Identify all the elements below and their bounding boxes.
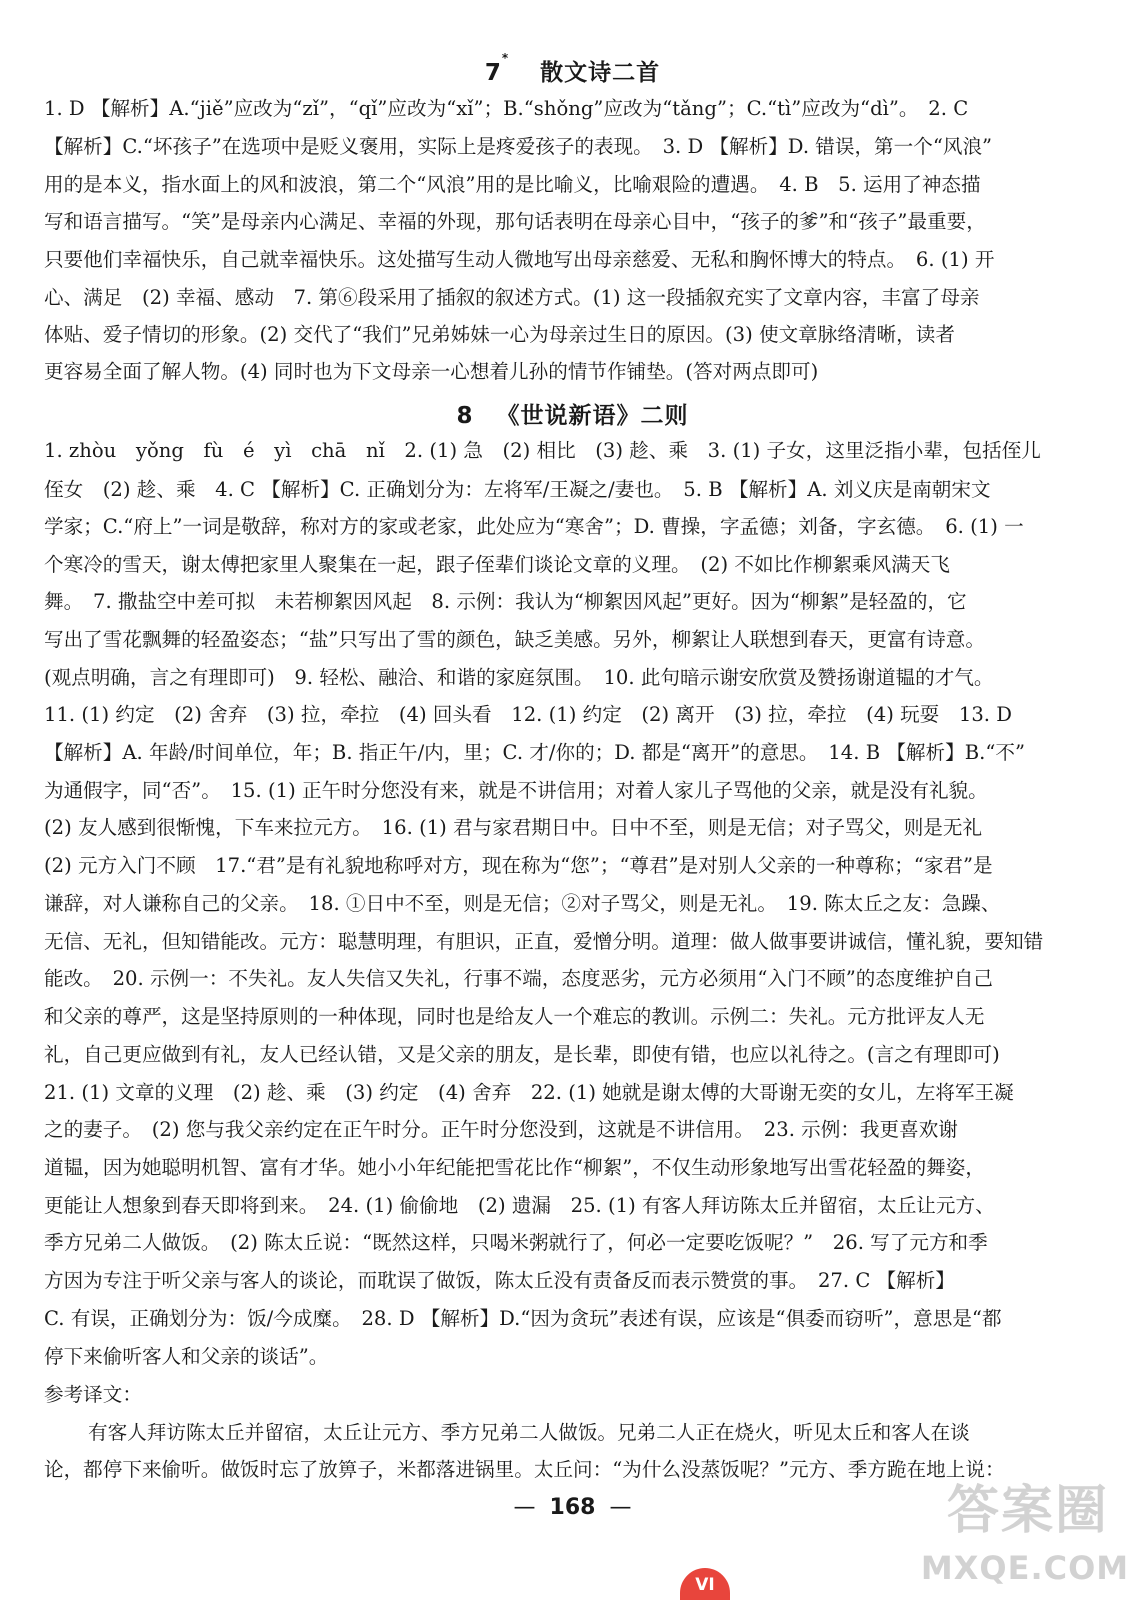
text-line: 【解析】A. 年龄/时间单位，年；B. 指正午/内，里；C. 才/你的；D. 都是“离开”的意思。 14. B 【解析】B.“不”	[44, 741, 1025, 764]
text-line: (2) 元方入门不顾 17.“君”是有礼貌地称呼对方，现在称为“您”；“尊君”是对别人父亲的一种尊称；“家君”是	[44, 854, 993, 877]
text-line: 论，都停下来偷听。做饭时忘了放箅子，米都落进锅里。太丘问：“为什么没蒸饭呢？”元方、季方跪在地上说：	[44, 1458, 1005, 1481]
text-line: 【解析】C.“坏孩子”在选项中是贬义褒用，实际上是疼爱孩子的表现。 3. D 【解析】D. 错误，第一个“风浪”	[44, 135, 993, 158]
text-line: (观点明确，言之有理即可) 9. 轻松、融洽、和谐的家庭氛围。 10. 此句暗示谢安欣赏及赞扬谢道韫的才气。	[44, 666, 994, 689]
text-line: 只要他们幸福快乐，自己就幸福快乐。这处描写生动人微地写出母亲慈爱、无私和胸怀博大的特点。 6. (1) 开	[44, 248, 995, 271]
text-line: 侄女 (2) 趁、乘 4. C 【解析】C. 正确划分为：左将军/王凝之/妻也。 5. B 【解析】A. 刘义庆是南朝宋文	[44, 478, 991, 501]
text-line: 季方兄弟二人做饭。 (2) 陈太丘说：“既然这样，只喝米粥就行了，何必一定要吃饭呢？” 26. 写了元方和季	[44, 1231, 988, 1254]
text-line: 1. D 【解析】A.“jiě”应改为“zǐ”，“qǐ”应改为“xǐ”；B.“shǒng”应改为“tǎng”；C.“tì”应改为“dì”。 2. C	[44, 97, 969, 120]
section-title: 散文诗二首	[540, 60, 661, 86]
watermark-main: 答案圈	[946, 1481, 1109, 1541]
text-line: 礼，自己更应做到有礼，友人已经认错，又是父亲的朋友，是长辈，即使有错，也应以礼待之。(言之有理即可)	[44, 1043, 1000, 1066]
section-number: 8	[456, 403, 474, 429]
text-line: 舞。 7. 撒盐空中差可拟 未若柳絮因风起 8. 示例：我认为“柳絮因风起”更好。因为“柳絮”是轻盈的，它	[44, 590, 967, 613]
section-title: 《世说新语》二则	[496, 403, 689, 429]
text-line: 道韫，因为她聪明机智、富有才华。她小小年纪能把雪花比作“柳絮”，不仅生动形象地写出雪花轻盈的舞姿，	[44, 1156, 985, 1179]
text-line: 用的是本义，指水面上的风和波浪，第二个“风浪”用的是比喻义，比喻艰险的遭遇。 4. B 5. 运用了神态描	[44, 173, 981, 196]
reference-translation-label: 参考译文：	[44, 1383, 142, 1406]
section-number: 7	[484, 60, 502, 86]
page-number-dash: —	[513, 1495, 536, 1520]
logo-text: VI	[695, 1575, 715, 1595]
text-line: 写出了雪花飘舞的轻盈姿态；“盐”只写出了雪的颜色，缺乏美感。另外，柳絮让人联想到春天，更富有诗意。	[44, 628, 985, 651]
text-line: C. 有误，正确划分为：饭/今成糜。 28. D 【解析】D.“因为贪玩”表述有误，应该是“俱委而窃听”，意思是“都	[44, 1307, 1002, 1330]
text-line: 之的妻子。 (2) 您与我父亲约定在正午时分。正午时分您没到，这就是不讲信用。 23. 示例：我更喜欢谢	[44, 1118, 958, 1141]
text-line: 能改。 20. 示例一：不失礼。友人失信又失礼，行事不端，态度恶劣，元方必须用“入门不顾”的态度维护自己	[44, 967, 993, 990]
text-line: 写和语言描写。“笑”是母亲内心满足、幸福的外现，那句话表明在母亲心目中，“孩子的爹”和“孩子”最重要，	[44, 210, 986, 233]
text-line: 为通假字，同“否”。 15. (1) 正午时分您没有来，就是不讲信用；对着人家儿子骂他的父亲，就是没有礼貌。	[44, 779, 988, 802]
text-line: 有客人拜访陈太丘并留宿，太丘让元方、季方兄弟二人做饭。兄弟二人正在烧火，听见太丘和客人在谈	[88, 1421, 970, 1444]
section-heading-8	[0, 397, 1145, 430]
text-line: 无信、无礼，但知错能改。元方：聪慧明理，有胆识，正直，爱憎分明。道理：做人做事要讲诚信，懂礼貌，要知错	[44, 930, 1044, 953]
optional-mark: *	[501, 51, 510, 65]
text-line: 个寒冷的雪天，谢太傅把家里人聚集在一起，跟子侄辈们谈论文章的义理。 (2) 不如比作柳絮乘风满天飞	[44, 553, 950, 576]
page-number-dash: —	[609, 1495, 632, 1520]
text-line: 谦辞，对人谦称自己的父亲。 18. ①日中不至，则是无信；②对子骂父，则是无礼。 19. 陈太丘之友：急躁、	[44, 892, 1001, 915]
text-line: 1. zhòu yǒng fù é yì chā nǐ 2. (1) 急 (2) 相比 (3) 趁、乘 3. (1) 子女，这里泛指小辈，包括侄儿	[44, 439, 1041, 462]
publisher-logo	[680, 1568, 730, 1600]
text-line: 心、满足 (2) 幸福、感动 7. 第⑥段采用了插叙的叙述方式。(1) 这一段插叙充实了文章内容，丰富了母亲	[44, 286, 980, 309]
site-watermark	[920, 1478, 1130, 1596]
page-number-value: 168	[549, 1495, 596, 1520]
text-line: 停下来偷听客人和父亲的谈话”。	[44, 1345, 329, 1368]
text-line: 11. (1) 约定 (2) 舍弃 (3) 拉，牵拉 (4) 回头看 12. (1) 约定 (2) 离开 (3) 拉，牵拉 (4) 玩耍 13. D	[44, 703, 1012, 726]
watermark-url: MXQE.COM	[920, 1549, 1130, 1587]
text-line: (2) 友人感到很惭愧，下车来拉元方。 16. (1) 君与家君期日中。日中不至，则是无信；对子骂父，则是无礼	[44, 816, 983, 839]
text-line: 更容易全面了解人物。(4) 同时也为下文母亲一心想着儿孙的情节作铺垫。(答对两点即可)	[44, 360, 819, 383]
text-line: 更能让人想象到春天即将到来。 24. (1) 偷偷地 (2) 遗漏 25. (1) 有客人拜访陈太丘并留宿，太丘让元方、	[44, 1194, 995, 1217]
text-line: 方因为专注于听父亲与客人的谈论，而耽误了做饭，陈太丘没有责备反而表示赞赏的事。 27. C 【解析】	[44, 1269, 955, 1292]
text-line: 21. (1) 文章的义理 (2) 趁、乘 (3) 约定 (4) 舍弃 22. (1) 她就是谢太傅的大哥谢无奕的女儿，左将军王凝	[44, 1081, 1014, 1104]
text-line: 和父亲的尊严，这是坚持原则的一种体现，同时也是给友人一个难忘的教训。示例二：失礼。元方批评友人无	[44, 1005, 985, 1028]
text-line: 学家；C.“府上”一词是敬辞，称对方的家或老家，此处应为“寒舍”；D. 曹操，字孟德；刘备，字玄德。 6. (1) 一	[44, 515, 1024, 538]
text-line: 体贴、爱子情切的形象。(2) 交代了“我们”兄弟姊妹一心为母亲过生日的原因。(3) 使文章脉络清晰，读者	[44, 323, 955, 346]
section-heading-7	[0, 51, 1145, 87]
